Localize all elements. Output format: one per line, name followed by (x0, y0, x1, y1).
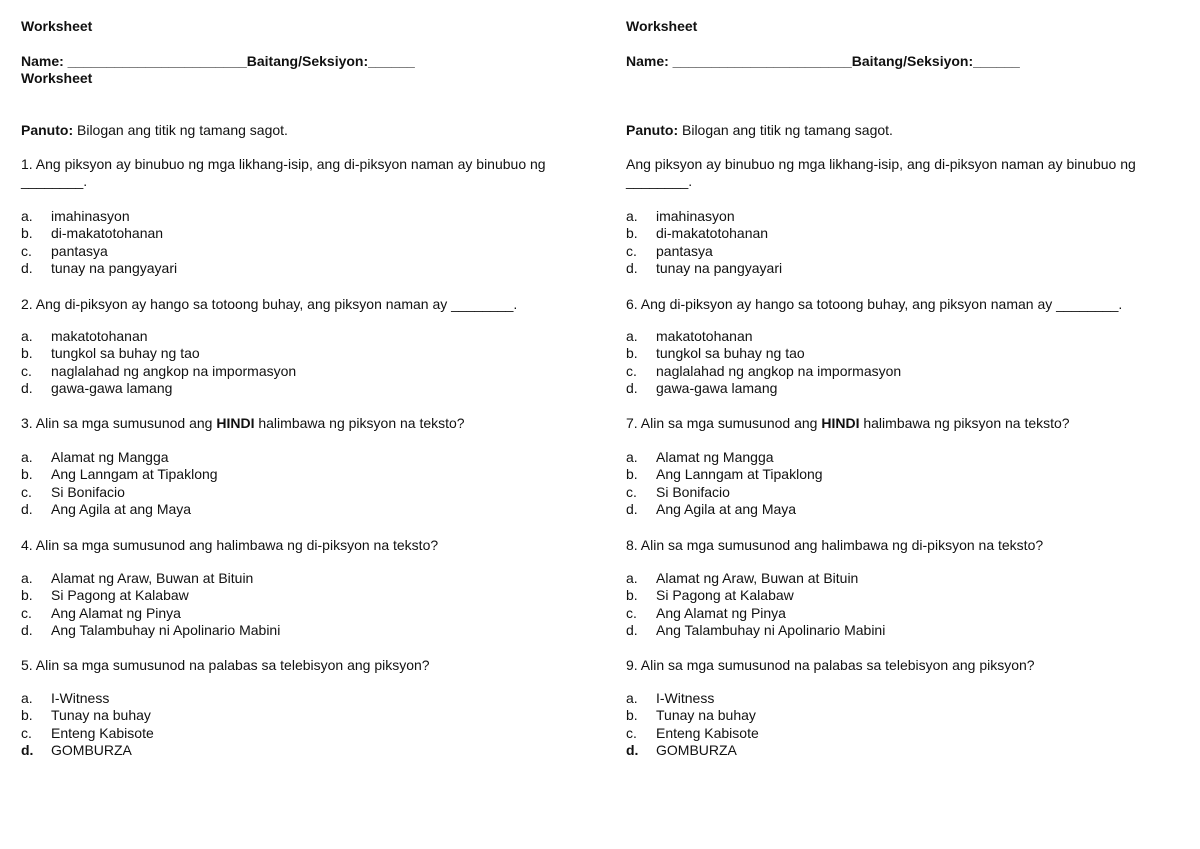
question-4-options (21, 570, 280, 639)
option-d: d. Ang Talambuhay ni Apolinario Mabini (626, 621, 886, 638)
option-a: a. makatotohanan (21, 328, 148, 344)
option-a: a. Alamat ng Araw, Buwan at Bituin (21, 570, 254, 586)
option-b: b. Ang Lanngam at Tipaklong (21, 466, 218, 483)
instruction (21, 121, 288, 139)
question-unnumbered: Ang piksyon ay binubuo ng mga likhang-isip, ang di-piksyon naman ay binubuo ng ________. (626, 156, 1136, 189)
option-b: b. di-makatotohanan (626, 225, 769, 242)
instruction-text: Bilogan ang titik ng tamang sagot. (678, 122, 893, 138)
question-3-options (21, 449, 218, 518)
option-c: c. Ang Alamat ng Pinya (21, 604, 181, 621)
option-b: b. tungkol sa buhay ng tao (21, 345, 200, 362)
option-d: d. Ang Agila at ang Maya (21, 500, 192, 517)
option-b: b. Tunay na buhay (626, 707, 756, 724)
question-6-options (626, 328, 901, 397)
option-c: c. pantasya (21, 242, 108, 259)
question-5: 5. Alin sa mga sumusunod na palabas sa telebisyon ang piksyon? (21, 657, 430, 673)
option-b: b. Tunay na buhay (21, 707, 151, 724)
option-a: a. Alamat ng Mangga (21, 449, 169, 465)
option-d: d. Ang Talambuhay ni Apolinario Mabini (21, 621, 281, 638)
option-c: c. Ang Alamat ng Pinya (626, 604, 786, 621)
instruction (626, 121, 893, 139)
option-b: b. tungkol sa buhay ng tao (626, 345, 805, 362)
option-b: b. Ang Lanngam at Tipaklong (626, 466, 823, 483)
question-7: 7. Alin sa mga sumusunod ang HINDI halimbawa ng piksyon na teksto? (626, 415, 1070, 431)
instruction-text: Bilogan ang titik ng tamang sagot. (73, 122, 288, 138)
option-c: c. Enteng Kabisote (626, 724, 759, 741)
question-8: 8. Alin sa mga sumusunod ang halimbawa ng di-piksyon na teksto? (626, 537, 1044, 553)
question-1: 1. Ang piksyon ay binubuo ng mga likhang-isip, ang di-piksyon naman ay binubuo ng ________. (21, 156, 546, 189)
worksheet-title: Worksheet (626, 18, 698, 34)
option-a: a. makatotohanan (626, 328, 753, 344)
question-8-options (626, 570, 885, 639)
option-c: c. Enteng Kabisote (21, 724, 154, 741)
option-c: c. naglalahad ng angkop na impormasyon (626, 362, 902, 379)
question-1-options (626, 208, 782, 277)
option-b: b. Si Pagong at Kalabaw (626, 587, 794, 604)
question-1-options (21, 208, 177, 277)
emphasis-hindi: HINDI (216, 415, 255, 431)
option-d: d. gawa-gawa lamang (21, 379, 173, 396)
question-5-options (21, 690, 154, 759)
option-b: b. Si Pagong at Kalabaw (21, 587, 189, 604)
name-section-line: Name: _______________________Baitang/Seksiyon:______ (626, 53, 1020, 69)
option-d: d. Ang Agila at ang Maya (626, 500, 797, 517)
question-2: 2. Ang di-piksyon ay hango sa totoong buhay, ang piksyon naman ay ________. (21, 296, 518, 312)
question-2-options (21, 328, 296, 397)
option-d: d. tunay na pangyayari (626, 259, 783, 276)
name-section-line: Name: _______________________Baitang/Seksiyon:______ (21, 53, 415, 69)
worksheet-subtitle: Worksheet (21, 70, 93, 86)
option-c: c. Si Bonifacio (626, 483, 730, 500)
option-c: c. naglalahad ng angkop na impormasyon (21, 362, 297, 379)
option-a: a. imahinasyon (21, 208, 130, 224)
instruction-label: Panuto: (21, 122, 74, 138)
option-a: a. Alamat ng Araw, Buwan at Bituin (626, 570, 859, 586)
question-9-options (626, 690, 759, 759)
worksheet-title: Worksheet (21, 18, 93, 34)
question-9: 9. Alin sa mga sumusunod na palabas sa telebisyon ang piksyon? (626, 657, 1035, 673)
option-c: c. pantasya (626, 242, 713, 259)
question-4: 4. Alin sa mga sumusunod ang halimbawa ng di-piksyon na teksto? (21, 537, 439, 553)
question-7-options (626, 449, 823, 518)
emphasis-hindi: HINDI (821, 415, 860, 431)
option-b: b. di-makatotohanan (21, 225, 164, 242)
option-a: a. imahinasyon (626, 208, 735, 224)
instruction-label: Panuto: (626, 122, 679, 138)
option-d: d. tunay na pangyayari (21, 259, 178, 276)
question-6: 6. Ang di-piksyon ay hango sa totoong buhay, ang piksyon naman ay ________. (626, 296, 1123, 312)
option-c: c. Si Bonifacio (21, 483, 125, 500)
option-d: d. GOMBURZA (626, 741, 737, 758)
question-3: 3. Alin sa mga sumusunod ang HINDI halimbawa ng piksyon na teksto? (21, 415, 465, 431)
option-a: a. I-Witness (626, 690, 715, 706)
option-a: a. Alamat ng Mangga (626, 449, 774, 465)
option-a: a. I-Witness (21, 690, 110, 706)
option-d: d. gawa-gawa lamang (626, 379, 778, 396)
option-d: d. GOMBURZA (21, 741, 132, 758)
